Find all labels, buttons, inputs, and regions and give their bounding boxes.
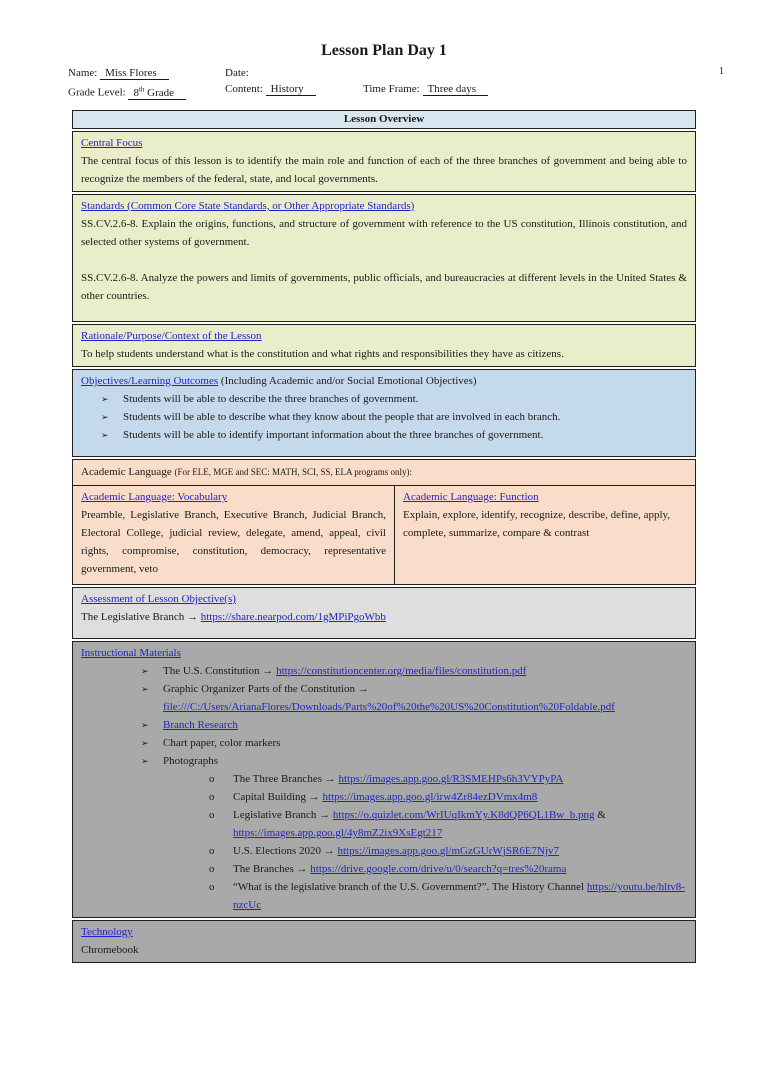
central-focus-body: The central focus of this lesson is to identify the main role and function of each of the three branches of government and being able to recognize the members of the federal, state, and local governments. — [81, 155, 687, 185]
section-central-focus — [72, 131, 696, 192]
time-frame-value: Three days — [423, 83, 489, 96]
section-assessment — [72, 587, 696, 639]
academic-language-columns — [73, 486, 695, 584]
section-academic-language — [72, 459, 696, 585]
grade-level-label: Grade Level: — [68, 86, 126, 99]
content-field — [225, 81, 316, 97]
circle-bullet-icon: o — [209, 809, 215, 821]
technology-link[interactable]: Technology — [81, 926, 133, 938]
page-number: 1 — [719, 66, 724, 77]
assessment-body: The Legislative Branch → https://share.nearpod.com/1gMPiPgoWbb — [81, 611, 386, 623]
central-focus-link[interactable]: Central Focus — [81, 137, 143, 149]
material-item-graphic-organizer: ➢ Graphic Organizer Parts of the Constitution → file:///C:/Users/ArianaFlores/Downloads/Parts%20of%20the%20US%20Constitution%20Foldable.pdf — [141, 680, 687, 716]
grade-level-field — [68, 81, 186, 101]
objective-item: ➢ Students will be able to describe the three branches of government. — [101, 390, 687, 408]
standards-link[interactable]: Standards (Common Core State Standards, or Other Appropriate Standards) — [81, 200, 415, 212]
legislative-branch-link-1[interactable]: https://o.quizlet.com/WrIUqIkmYy.K8dQP6QL1Bw_b.png — [332, 809, 595, 821]
academic-vocabulary-link[interactable]: Academic Language: Vocabulary — [81, 491, 228, 503]
lesson-overview-header: Lesson Overview — [72, 110, 696, 129]
branch-research-link[interactable]: Branch Research — [163, 719, 238, 731]
academic-vocabulary-cell — [73, 486, 395, 584]
section-standards — [72, 194, 696, 322]
arrow-bullet-icon: ➢ — [141, 720, 149, 730]
academic-language-heading: Academic Language (For ELE, MGE and SEC: MATH, SCI, SS, ELA programs only): — [73, 460, 695, 486]
lesson-plan-table — [72, 110, 696, 963]
section-rationale — [72, 324, 696, 367]
assessment-link[interactable]: Assessment of Lesson Objective(s) — [81, 593, 236, 605]
document-header — [68, 65, 768, 97]
circle-bullet-icon: o — [209, 863, 215, 875]
us-elections-link[interactable]: https://images.app.goo.gl/mGzGUrWjSR6E7Njv7 — [337, 845, 560, 857]
instructional-materials-link[interactable]: Instructional Materials — [81, 647, 181, 659]
header-row-2 — [68, 81, 768, 97]
name-value: Miss Flores — [100, 67, 169, 80]
document-title: Lesson Plan Day 1 — [321, 42, 447, 59]
history-channel-video-link[interactable]: https://youtu.be/hltv8-nzcUc — [233, 881, 685, 911]
photo-item-capital-building: o Capital Building → https://images.app.goo.gl/irw4Zr84ezDVmx4m8 — [209, 788, 687, 806]
academic-vocabulary-body: Preamble, Legislative Branch, Executive Branch, Judicial Branch, Electoral College, judicial review, delegate, amend, appeal, civil rights, compromise, constitution, democracy, representative government, veto — [81, 509, 386, 575]
photo-item-the-branches: o The Branches → https://drive.google.com/drive/u/0/search?q=tres%20rama — [209, 860, 687, 878]
objective-item: ➢ Students will be able to describe what they know about the people that are involved in each branch. — [101, 408, 687, 426]
standards-paragraph-2: SS.CV.2.6-8. Analyze the powers and limits of governments, public officials, and bureaucracies at different levels in the United States & other countries. — [81, 272, 687, 302]
rationale-link[interactable]: Rationale/Purpose/Context of the Lesson — [81, 330, 262, 342]
material-item-chart-paper: ➢ Chart paper, color markers — [141, 734, 687, 752]
objectives-link[interactable]: Objectives/Learning Outcomes — [81, 375, 219, 387]
content-label: Content: — [225, 83, 263, 95]
capital-building-link[interactable]: https://images.app.goo.gl/irw4Zr84ezDVmx4m8 — [322, 791, 538, 803]
material-item-photographs: ➢ Photographs — [141, 752, 687, 770]
the-branches-link[interactable]: https://drive.google.com/drive/u/0/search?q=tres%20rama — [310, 863, 567, 875]
date-label: Date: — [225, 67, 249, 79]
arrow-bullet-icon: ➢ — [141, 666, 149, 676]
time-frame-field — [363, 81, 488, 97]
constitution-pdf-link[interactable]: https://constitutioncenter.org/media/files/constitution.pdf — [276, 665, 527, 677]
material-item-constitution: ➢ The U.S. Constitution → https://constitutioncenter.org/media/files/constitution.pdf — [141, 662, 687, 680]
photo-item-history-channel: o “What is the legislative branch of the U.S. Government?”. The History Channel https://youtu.be/hltv8-nzcUc — [209, 878, 687, 914]
arrow-bullet-icon: ➢ — [101, 394, 109, 404]
standards-paragraph-1: SS.CV.2.6-8. Explain the origins, functions, and structure of government with reference to the US constitution, Illinois constitution, and selected other systems of government. — [81, 218, 687, 248]
photo-item-us-elections: o U.S. Elections 2020 → https://images.app.goo.gl/mGzGUrWjSR6E7Njv7 — [209, 842, 687, 860]
circle-bullet-icon: o — [209, 881, 215, 893]
circle-bullet-icon: o — [209, 791, 215, 803]
academic-function-body: Explain, explore, identify, recognize, describe, define, apply, complete, summarize, compare & contrast — [403, 509, 671, 539]
header-row-1 — [68, 65, 768, 81]
graphic-organizer-file-link[interactable]: file:///C:/Users/ArianaFlores/Downloads/Parts%20of%20the%20US%20Constitution%20Foldable.pdf — [163, 701, 615, 713]
section-instructional-materials — [72, 641, 696, 918]
photo-item-three-branches: o The Three Branches → https://images.app.goo.gl/R3SMEHPs6h3VYPyPA — [209, 770, 687, 788]
circle-bullet-icon: o — [209, 845, 215, 857]
legislative-branch-link-2[interactable]: https://images.app.goo.gl/4y8mZ2ix9XsEgt217 — [233, 827, 443, 839]
time-frame-label: Time Frame: — [363, 83, 420, 95]
name-field — [68, 65, 169, 81]
content-value: History — [266, 83, 316, 96]
three-branches-link[interactable]: https://images.app.goo.gl/R3SMEHPs6h3VYPyPA — [338, 773, 564, 785]
academic-function-link[interactable]: Academic Language: Function — [403, 491, 539, 503]
objectives-heading: Objectives/Learning Outcomes (Including Academic and/or Social Emotional Objectives) — [81, 375, 477, 387]
nearpod-link[interactable]: https://share.nearpod.com/1gMPiPgoWbb — [200, 611, 386, 623]
section-objectives — [72, 369, 696, 457]
photo-item-legislative-branch: o Legislative Branch → https://o.quizlet.com/WrIUqIkmYy.K8dQP6QL1Bw_b.png & https://images.app.goo.gl/4y8mZ2ix9XsEgt217 — [209, 806, 687, 842]
rationale-body: To help students understand what is the constitution and what rights and responsibilities they have as citizens. — [81, 348, 564, 360]
academic-function-cell — [395, 486, 695, 584]
circle-bullet-icon: o — [209, 773, 215, 785]
objective-item: ➢ Students will be able to identify important information about the three branches of government. — [101, 426, 687, 444]
arrow-bullet-icon: ➢ — [101, 412, 109, 422]
arrow-bullet-icon: ➢ — [101, 430, 109, 440]
arrow-bullet-icon: ➢ — [141, 738, 149, 748]
grade-level-value: 8th Grade — [128, 87, 186, 100]
arrow-bullet-icon: ➢ — [141, 756, 149, 766]
arrow-bullet-icon: ➢ — [141, 684, 149, 694]
material-item-branch-research — [141, 716, 687, 734]
section-technology — [72, 920, 696, 963]
technology-body: Chromebook — [81, 944, 139, 956]
name-label: Name: — [68, 67, 98, 79]
